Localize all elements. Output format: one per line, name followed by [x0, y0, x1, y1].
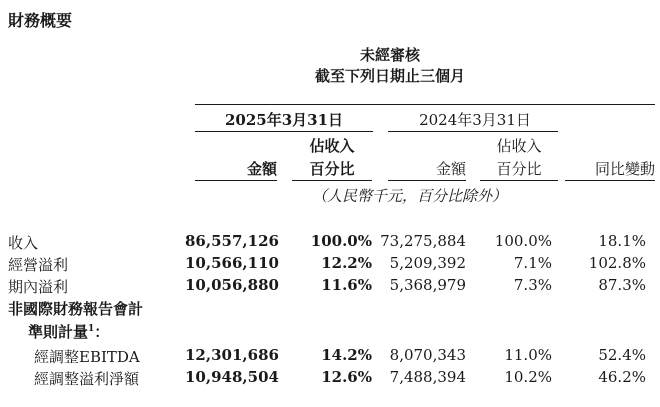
amt-2025: 10,948,504 [185, 368, 279, 386]
pct-2025: 100.0% [310, 232, 372, 250]
pct-rev-2025-line2: 百分比 [309, 160, 355, 178]
yoy: 46.2% [598, 368, 646, 386]
rule-2024 [388, 131, 558, 132]
rule-yoy [565, 180, 655, 181]
pct-rev-2025-line1: 佔收入 [309, 137, 355, 155]
amt-2025: 12,301,686 [185, 346, 279, 364]
pct-rev-2024-line2: 百分比 [496, 160, 542, 178]
non-ifrs-label-line1: 非國際財務報告會計 [8, 300, 144, 318]
footnote-marker: 1 [88, 324, 95, 334]
row-label: 收入 [8, 234, 39, 252]
pct-2024: 11.0% [504, 346, 552, 364]
row-label: 經調整溢利淨額 [34, 370, 140, 388]
yoy-header: 同比變動 [594, 160, 655, 178]
pct-2025: 12.2% [321, 254, 372, 272]
row-label: 經調整EBITDA [34, 348, 140, 366]
pct-2025: 14.2% [321, 346, 372, 364]
amt-2025: 10,056,880 [185, 276, 279, 294]
amt-2024: 73,275,884 [380, 232, 466, 250]
rule-amt-2025 [195, 180, 277, 181]
pct-rev-2024-line1: 佔收入 [496, 137, 542, 155]
yoy: 52.4% [598, 346, 646, 364]
pct-2024: 100.0% [494, 232, 552, 250]
amt-2025: 86,557,126 [185, 232, 279, 250]
yoy: 102.8% [588, 254, 646, 272]
col-2024-label: 2024年3月31日 [419, 111, 531, 129]
yoy: 18.1% [598, 232, 646, 250]
unit-note: （人民幣千元，百分比除外） [312, 187, 508, 205]
amt-2025: 10,566,110 [185, 254, 279, 272]
yoy: 87.3% [598, 276, 646, 294]
pct-2025: 11.6% [321, 276, 372, 294]
unaudited-label: 未經審核 [359, 46, 420, 64]
rule-amt-2024 [388, 180, 466, 181]
amt-2024: 8,070,343 [389, 346, 466, 364]
period-label: 截至下列日期止三個月 [314, 67, 465, 85]
row-label: 經營溢利 [8, 256, 69, 274]
pct-2024: 7.1% [513, 254, 552, 272]
rule-2025 [195, 131, 373, 132]
amt-2024: 5,209,392 [389, 254, 466, 272]
non-ifrs-label-text: 準則計量 [28, 323, 89, 341]
header-rule-top [195, 104, 655, 105]
amt-2024: 5,368,979 [389, 276, 466, 294]
amt-2024: 7,488,394 [389, 368, 466, 386]
non-ifrs-colon: ： [94, 323, 110, 341]
non-ifrs-label-line2 [28, 321, 109, 342]
col-2025-label: 2025年3月31日 [224, 111, 344, 129]
amount-2025-header: 金額 [246, 160, 277, 178]
section-title: 財務概要 [8, 11, 73, 30]
pct-2024: 10.2% [504, 368, 552, 386]
amount-2024-header: 金額 [435, 160, 466, 178]
row-label: 期內溢利 [8, 278, 69, 296]
pct-2025: 12.6% [321, 368, 372, 386]
rule-pct-2024 [480, 180, 558, 181]
rule-pct-2025 [292, 180, 372, 181]
pct-2024: 7.3% [513, 276, 552, 294]
